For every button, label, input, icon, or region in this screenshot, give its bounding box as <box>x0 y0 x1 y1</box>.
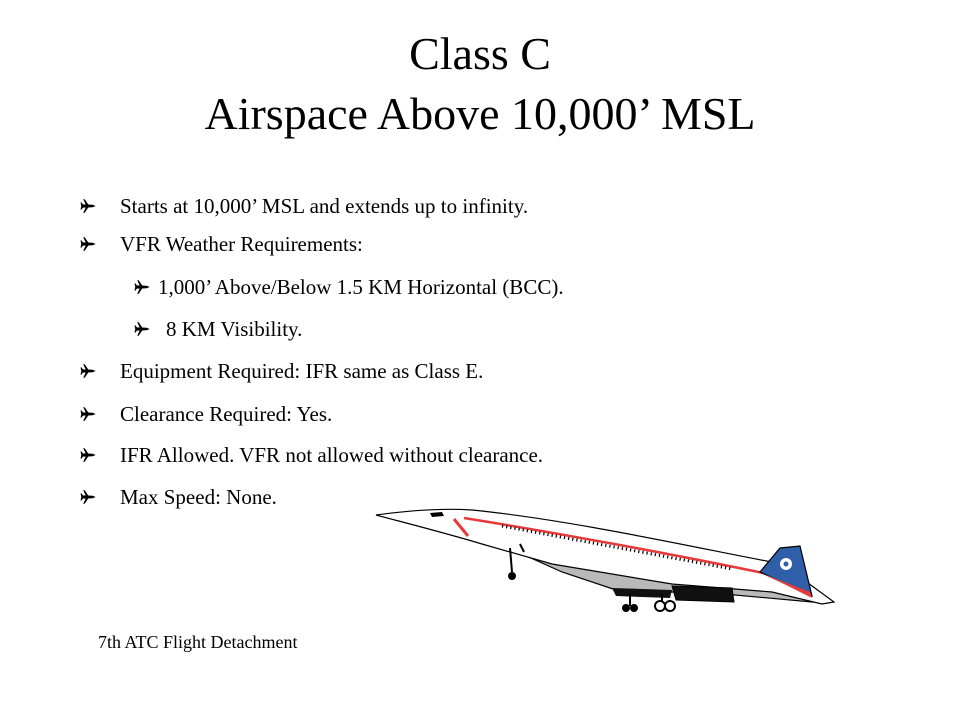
airplane-icon <box>80 235 98 253</box>
footer-text: 7th ATC Flight Detachment <box>98 632 298 652</box>
bullet-text: Starts at 10,000’ MSL and extends up to infinity. <box>120 194 529 218</box>
title-line-1: Class C <box>409 28 551 79</box>
airplane-icon <box>80 197 98 215</box>
concorde-fuselage <box>376 509 834 604</box>
airplane-icon <box>134 320 152 338</box>
bullet-subitem <box>134 273 564 301</box>
airplane-icon <box>80 446 98 464</box>
bullet-subitem <box>134 315 302 343</box>
airplane-icon <box>134 278 152 296</box>
airplane-icon <box>80 362 98 380</box>
airplane-icon <box>80 405 98 423</box>
title-line-2: Airspace Above 10,000’ MSL <box>204 88 756 139</box>
bullet-text: Equipment Required: IFR same as Class E. <box>120 359 484 383</box>
concorde-airplane-illustration <box>372 492 840 624</box>
bullet-text: 1,000’ Above/Below 1.5 KM Horizontal (BCC). <box>158 275 564 299</box>
bullet-item <box>80 357 483 385</box>
concorde-engine <box>672 586 734 602</box>
bullet-text: Max Speed: None. <box>120 485 277 509</box>
bullet-item <box>80 192 528 220</box>
airplane-icon <box>80 488 98 506</box>
bullet-item <box>80 400 332 428</box>
bullet-item <box>80 483 277 511</box>
bullet-text: VFR Weather Requirements: <box>120 232 363 256</box>
bullet-item <box>80 230 363 258</box>
bullet-text: 8 KM Visibility. <box>166 317 303 341</box>
bullet-text: Clearance Required: Yes. <box>120 402 333 426</box>
bullet-text: IFR Allowed. VFR not allowed without clearance. <box>120 443 544 467</box>
bullet-item <box>80 441 543 469</box>
